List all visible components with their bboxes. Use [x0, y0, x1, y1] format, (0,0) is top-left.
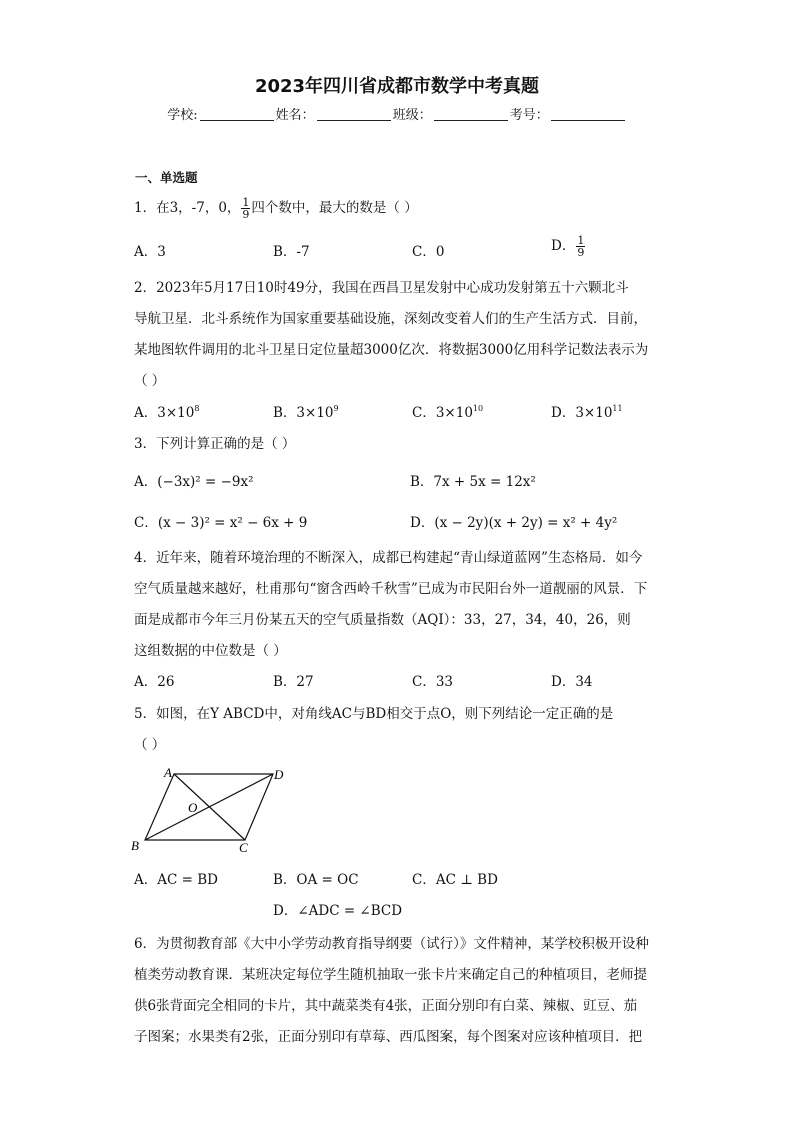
vertex-label-d: D: [274, 767, 284, 782]
question-6-line-3: 供6张背面完全相同的卡片，其中蔬菜类有4张，正面分别印有白菜、辣椒、豇豆、茄: [134, 998, 638, 1014]
question-3-stem: 3．下列计算正确的是（ ）: [134, 436, 296, 452]
exam-no-blank: [551, 108, 625, 121]
question-6-line-1: 6．为贯彻教育部《大中小学劳动教育指导纲要（试行）》文件精神，某学校积极开设种: [134, 936, 649, 952]
question-4-line-2: 空气质量越来越好，杜甫那句“窗含西岭千秋雪”已成为市民阳台外一道靓丽的风景．下: [134, 581, 648, 597]
q2-option-c: C．$3\times 10^{10}$: [412, 404, 484, 421]
diagonal-bd: [145, 774, 273, 840]
name-label: 姓名：: [275, 108, 315, 123]
parallelogram-figure: [128, 762, 298, 858]
q5-option-a: A．AC = BD: [134, 872, 218, 888]
q4-option-b: B．27: [273, 674, 314, 690]
center-label-o: O: [188, 800, 198, 815]
q5-option-c: C．AC ⊥ BD: [412, 872, 498, 888]
question-2-line-2: 导航卫星．北斗系统作为国家重要基础设施，深刻改变着人们的生产生活方式．目前，: [134, 311, 647, 327]
q4-option-c: C．33: [412, 674, 454, 690]
q2-option-a: A．$3\times 10^8$: [134, 404, 200, 421]
school-label: 学校:: [167, 108, 198, 123]
question-2-line-4: （ ）: [134, 373, 166, 389]
name-blank: [317, 108, 391, 121]
question-4-line-1: 4．近年来，随着环境治理的不断深入，成都已构建起“青山绿道蓝网”生态格局．如今: [134, 550, 643, 566]
q3-option-d: D．(x − 2y)(x + 2y) = x² + 4y²: [410, 515, 618, 531]
section-heading: 一、单选题: [135, 170, 198, 185]
question-6-line-2: 植类劳动教育课．某班决定每位学生随机抽取一张卡片来确定自己的种植项目，老师提: [134, 967, 647, 983]
vertex-label-c: C: [239, 840, 248, 855]
question-5-line-2: （ ）: [134, 737, 166, 753]
q1-option-d: D． $\frac{1}{9}$: [551, 234, 585, 259]
q4-option-a: A．26: [134, 674, 175, 690]
school-blank: [200, 108, 274, 121]
q3-option-a: A．(−3x)² = −9x²: [134, 474, 254, 490]
q1-option-b: B．-7: [273, 244, 310, 260]
fraction: $\frac{1}{9}$: [577, 234, 585, 259]
question-4-line-4: 这组数据的中位数是（ ）: [134, 643, 287, 659]
q4-option-d: D．34: [551, 674, 593, 690]
question-5-line-1: 5．如图，在Y ABCD中，对角线AC与BD相交于点O，则下列结论一定正确的是: [134, 706, 614, 722]
question-1-stem: 1．在3，-7，0， $\frac{1}{9}$ 四个数中，最大的数是（ ）: [134, 196, 418, 221]
vertex-label-b: B: [131, 838, 139, 853]
fraction: $\frac{1}{9}$: [242, 196, 250, 221]
exam-no-label: 考号：: [509, 108, 549, 123]
q3-option-b: B．7x + 5x = 12x²: [410, 474, 536, 490]
vertex-label-a: A: [164, 765, 172, 780]
question-2-line-1: 2．2023年5月17日10时49分，我国在西昌卫星发射中心成功发射第五十六颗北斗: [134, 280, 629, 296]
q2-option-b: B．$3\times 10^9$: [273, 404, 339, 421]
question-6-line-4: 子图案；水果类有2张，正面分别印有草莓、西瓜图案，每个图案对应该种植项目．把: [134, 1029, 643, 1045]
question-2-line-3: 某地图软件调用的北斗卫星日定位量超3000亿次．将数据3000亿用科学记数法表示为: [134, 342, 649, 358]
q1-option-c: C．0: [412, 244, 445, 260]
class-label: 班级：: [392, 108, 432, 123]
class-blank: [434, 108, 508, 121]
q2-option-d: D．$3\times 10^{11}$: [551, 404, 623, 421]
q5-option-d: D．∠ADC = ∠BCD: [273, 903, 403, 919]
question-4-line-3: 面是成都市今年三月份某五天的空气质量指数（AQI）：33，27，34，40，26，则: [134, 612, 631, 628]
q5-option-b: B．OA = OC: [273, 872, 359, 888]
page-title: 2023年四川省成都市数学中考真题: [254, 76, 540, 97]
student-info-line: [0, 104, 794, 123]
q3-option-c: C．(x − 3)² = x² − 6x + 9: [134, 515, 308, 531]
q1-option-a: A．3: [134, 244, 166, 260]
